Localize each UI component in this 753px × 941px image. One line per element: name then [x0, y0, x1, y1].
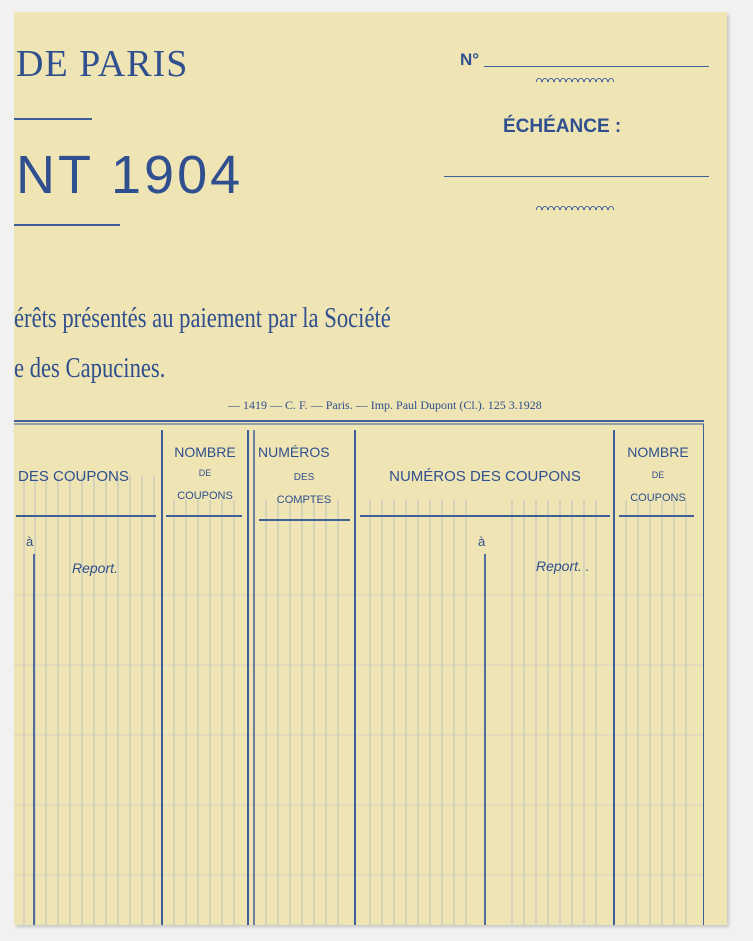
col-header-de-2: DE — [651, 470, 665, 480]
due-line — [444, 176, 709, 177]
header-year-fragment: NT 1904 — [16, 145, 244, 205]
due-label: ÉCHÉANCE : — [503, 116, 622, 137]
coupon-table — [14, 420, 704, 925]
col-header-numeros-coupons: NUMÉROS DES COUPONS — [389, 468, 581, 485]
col-header-des-comptes: DES — [293, 472, 315, 483]
table-grid-lines — [14, 420, 704, 925]
imprint-line: — 1419 — C. F. — Paris. — Imp. Paul Dupont (Cl.). 125 3.1928 — [228, 398, 542, 412]
col-header-des-coupons: DES COUPONS — [18, 468, 129, 485]
col-header-numeros-comptes: NUMÉROS — [258, 444, 330, 460]
col-header-comptes: COMPTES — [276, 494, 332, 506]
col-header-de-1: DE — [198, 468, 212, 478]
number-line — [484, 66, 709, 67]
header-title-fragment: DE PARIS — [16, 43, 189, 85]
report-label-right: Report. . — [536, 558, 590, 574]
header-rule-2 — [14, 224, 120, 226]
intro-line-2: e des Capucines. — [14, 352, 166, 384]
header-rule-1 — [14, 118, 92, 120]
col-header-coupons-2: COUPONS — [630, 492, 686, 504]
report-label-left: Report. — [72, 560, 118, 576]
col-header-nombre-2: NOMBRE — [627, 444, 689, 460]
a-mark-right: à — [478, 534, 486, 549]
due-wavy-rule — [536, 204, 614, 210]
col-header-nombre-1: NOMBRE — [174, 444, 236, 460]
col-header-coupons-1: COUPONS — [177, 490, 233, 502]
number-wavy-rule — [536, 76, 614, 82]
intro-line-1: érêts présentés au paiement par la Société — [14, 302, 391, 334]
number-label: N° — [460, 50, 480, 69]
a-mark-left: à — [26, 534, 34, 549]
paper-sheet — [14, 12, 727, 925]
